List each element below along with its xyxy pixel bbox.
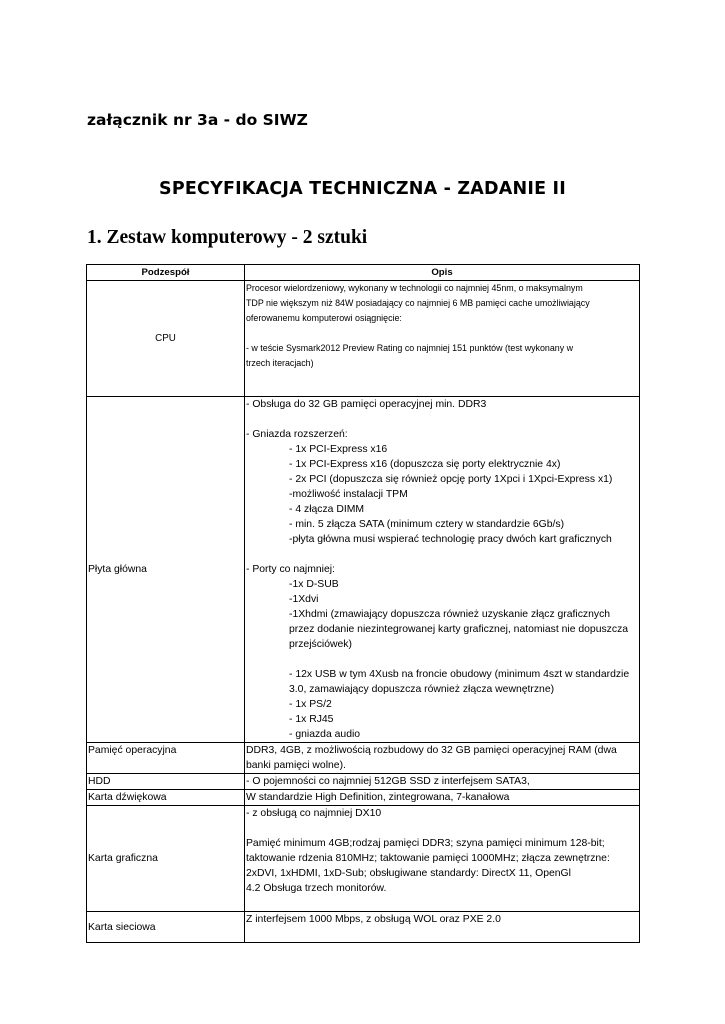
description-line: - Gniazda rozszerzeń:	[246, 429, 348, 440]
description-line: - 2x PCI (dopuszcza się również opcję porty 1Xpci i 1Xpci-Express x1)	[289, 474, 613, 485]
section-heading: 1. Zestaw komputerowy - 2 sztuki	[87, 227, 368, 248]
description-line: - 4 złącza DIMM	[289, 504, 365, 515]
component-name: Pamięć operacyjna	[87, 743, 245, 774]
component-name: Płyta główna	[87, 397, 245, 743]
description-line: TDP nie większym niż 84W posiadający co najmniej 6 MB pamięci cache umożliwiający	[246, 298, 590, 308]
document-title: SPECYFIKACJA TECHNICZNA - ZADANIE II	[159, 179, 566, 199]
component-description	[245, 743, 640, 774]
description-line: Procesor wielordzeniowy, wykonany w technologii co najmniej 45nm, o maksymalnym	[246, 283, 583, 293]
component-name: HDD	[87, 774, 245, 790]
table-row	[87, 912, 640, 943]
description-line: trzech iteracjach)	[246, 358, 314, 368]
component-description: - O pojemności co najmniej 512GB SSD z interfejsem SATA3,	[245, 774, 640, 790]
description-line: - 12x USB w tym 4Xusb na froncie obudowy (minimum 4szt w standardzie 3.0, zamawiający dopuszcza również złącza wewnętrzne)	[289, 669, 630, 695]
column-header-description: Opis	[245, 265, 640, 281]
component-name: Karta dźwiękowa	[87, 790, 245, 806]
component-name: Karta graficzna	[87, 806, 245, 912]
spec-table	[86, 264, 640, 943]
description-line: -1Xhdmi (zmawiający dopuszcza również uzyskanie złącz graficznych przez dodanie niezintegrowanej karty graficznej, natomiast nie dopuszcza przejściówek)	[289, 609, 629, 650]
table-row	[87, 281, 640, 397]
description-line: - Porty co najmniej:	[246, 564, 335, 575]
table-row	[87, 743, 640, 774]
description-line: oferowanemu komputerowi osiągnięcie:	[246, 313, 402, 323]
description-line: - z obsługą co najmniej DX10	[246, 808, 382, 819]
component-description	[245, 281, 640, 397]
component-name: Karta sieciowa	[87, 912, 245, 943]
table-row	[87, 790, 640, 806]
component-description: W standardzie High Definition, zintegrowana, 7-kanałowa	[245, 790, 640, 806]
description-line: - 1x PS/2	[289, 699, 332, 710]
component-description	[245, 806, 640, 912]
column-header-component: Podzespół	[87, 265, 245, 281]
description-line: -możliwość instalacji TPM	[289, 489, 408, 500]
component-description: Z interfejsem 1000 Mbps, z obsługą WOL oraz PXE 2.0	[245, 912, 640, 943]
table-row	[87, 397, 640, 743]
description-line: -1x D-SUB	[289, 579, 339, 590]
component-name: CPU	[87, 281, 245, 397]
description-line: - 1x PCI-Express x16 (dopuszcza się porty elektrycznie 4x)	[289, 459, 561, 470]
description-line: - Obsługa do 32 GB pamięci operacyjnej min. DDR3	[246, 399, 487, 410]
description-line: - min. 5 złącza SATA (minimum cztery w standardzie 6Gb/s)	[289, 519, 565, 530]
description-line: 4.2 Obsługa trzech monitorów.	[246, 883, 387, 894]
annex-label: załącznik nr 3a - do SIWZ	[87, 111, 308, 129]
description-line: -1Xdvi	[289, 594, 319, 605]
table-header-row	[87, 265, 640, 281]
description-line: - 1x PCI-Express x16	[289, 444, 388, 455]
description-line: - 1x RJ45	[289, 714, 334, 725]
description-line: Pamięć minimum 4GB;rodzaj pamięci DDR3; szyna pamięci minimum 128-bit; taktowanie rdzenia 810MHz; taktowanie pamięci 1000MHz; złącza zewnętrzne: 2xDVI, 1xHDMI, 1xD-Sub; obsługiwane standardy: DirectX 11, OpenGl	[246, 838, 610, 879]
table-row	[87, 806, 640, 912]
component-description	[245, 397, 640, 743]
description-line: -płyta główna musi wspierać technologię pracy dwóch kart graficznych	[289, 534, 612, 545]
description-line: DDR3, 4GB, z możliwością rozbudowy do 32 GB pamięci operacyjnej RAM (dwa banki pamięci wolne).	[246, 745, 617, 771]
table-row	[87, 774, 640, 790]
description-line: - gniazda audio	[289, 729, 361, 740]
description-line: - w teście Sysmark2012 Preview Rating co najmniej 151 punktów (test wykonany w	[246, 343, 574, 353]
